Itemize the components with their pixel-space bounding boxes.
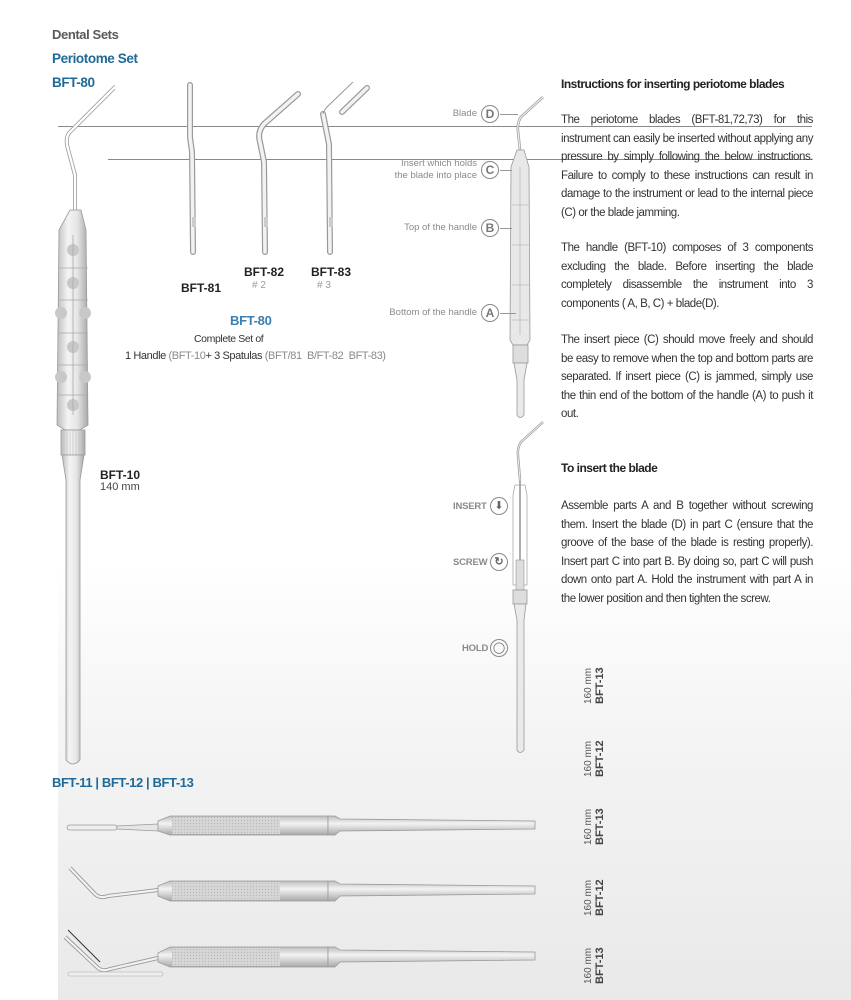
- side-label-code: BFT-13: [594, 947, 606, 984]
- handle-bft10-illustration: [55, 85, 115, 770]
- set-contents: [125, 350, 386, 362]
- callout-a-icon: A: [481, 304, 499, 322]
- blade-code-bft82: BFT-82: [244, 265, 285, 279]
- step-screw-label: SCREW: [453, 557, 488, 568]
- leader-line: [500, 114, 518, 115]
- blade-number-3: # 3: [317, 280, 331, 291]
- callout-bottom-label: Bottom of the handle: [389, 307, 477, 318]
- set-description: Complete Set of: [194, 333, 264, 345]
- insert-blade-paragraph: Assemble parts A and B together without screwing them. Insert the blade (D) in part C (ensure that the groove of the base of the blade is resting properly). Insert part C into part B. By doing so, part C will push down onto part A. Hold the instrument with part A in the lower position and then tighten the screw.: [561, 500, 813, 605]
- hand-grip-icon: ◯: [490, 639, 508, 657]
- callout-blade-label: Blade: [452, 108, 477, 119]
- callout-insert-label: [395, 158, 477, 182]
- side-label-length: 160 mm: [583, 667, 594, 704]
- side-label-1: [583, 667, 606, 704]
- insert-blade-title: To insert the blade: [561, 461, 658, 475]
- instructions-paragraph-1: The periotome blades (BFT-81,72,73) for this instrument can easily be inserted without applying any pressure by simply following the below instructions. Failure to comply to these instructions can result in damage to the instrument or lead to the internal piece (C) or the blade jamming.: [561, 114, 813, 219]
- leader-line: [500, 228, 512, 229]
- category-heading: Dental Sets: [52, 27, 119, 42]
- side-label-length: 160 mm: [583, 740, 594, 777]
- set-handle-code: (BFT-10: [168, 350, 206, 362]
- assembly-steps-illustration: [505, 420, 550, 755]
- callout-top-label: Top of the handle: [404, 222, 477, 233]
- set-code: BFT-80: [230, 313, 272, 328]
- set-spatula-codes: (BFT/81 B/FT-82 BFT-83): [264, 350, 386, 362]
- callout-insert-line1: Insert which holds: [400, 158, 477, 169]
- arrow-down-icon: ⬇: [490, 497, 508, 515]
- handle-length-label: 140 mm: [100, 481, 140, 493]
- set-handle-label: 1 Handle: [125, 350, 166, 362]
- set-spatulas-label: + 3 Spatulas: [205, 350, 263, 362]
- instructions-title: Instructions for inserting periotome blades: [561, 77, 785, 91]
- leader-line: [500, 170, 512, 171]
- assembled-instrument-illustration: [505, 95, 550, 425]
- side-label-3: [583, 808, 606, 845]
- side-label-2: [583, 740, 606, 777]
- instructions-paragraph-3: The insert piece (C) should move freely and should be easy to remove when the top and bottom parts are separated. If insert piece (C) is jammed, simply use the thin end of the bottom of the handle (A) to push it out.: [561, 334, 813, 420]
- side-label-code: BFT-12: [594, 879, 606, 916]
- section-heading: Periotome Set: [52, 51, 138, 66]
- rotate-icon: ↻: [490, 553, 508, 571]
- side-label-code: BFT-12: [594, 740, 606, 777]
- side-label-length: 160 mm: [583, 808, 594, 845]
- side-label-code: BFT-13: [594, 667, 606, 704]
- side-label-5: [583, 947, 606, 984]
- blade-code-bft81: BFT-81: [181, 281, 222, 295]
- callout-d-icon: D: [481, 105, 499, 123]
- handle-code-label: BFT-10: [100, 468, 141, 482]
- bottom-section-title: BFT-11 | BFT-12 | BFT-13: [52, 775, 194, 790]
- blade-code-bft83: BFT-83: [311, 265, 352, 279]
- callout-b-icon: B: [481, 219, 499, 237]
- side-label-length: 160 mm: [583, 947, 594, 984]
- step-hold-label: HOLD: [462, 643, 489, 654]
- callout-insert-line2: the blade into place: [394, 170, 477, 181]
- leader-line: [500, 313, 516, 314]
- instructions-paragraph-2: The handle (BFT-10) composes of 3 components excluding the blade. Before inserting the blade completely disassemble the instrument into 3 components ( A, B, C) + blade(D).: [561, 242, 813, 310]
- side-label-4: [583, 879, 606, 916]
- side-label-code: BFT-13: [594, 808, 606, 845]
- side-label-length: 160 mm: [583, 879, 594, 916]
- blade-number-2: # 2: [252, 280, 266, 291]
- product-code-heading: BFT-80: [52, 75, 95, 90]
- step-insert-label: INSERT: [453, 501, 487, 512]
- instruments-bft11-12-13-illustration: [60, 810, 545, 980]
- blade-illustrations: [180, 82, 370, 262]
- callout-c-icon: C: [481, 161, 499, 179]
